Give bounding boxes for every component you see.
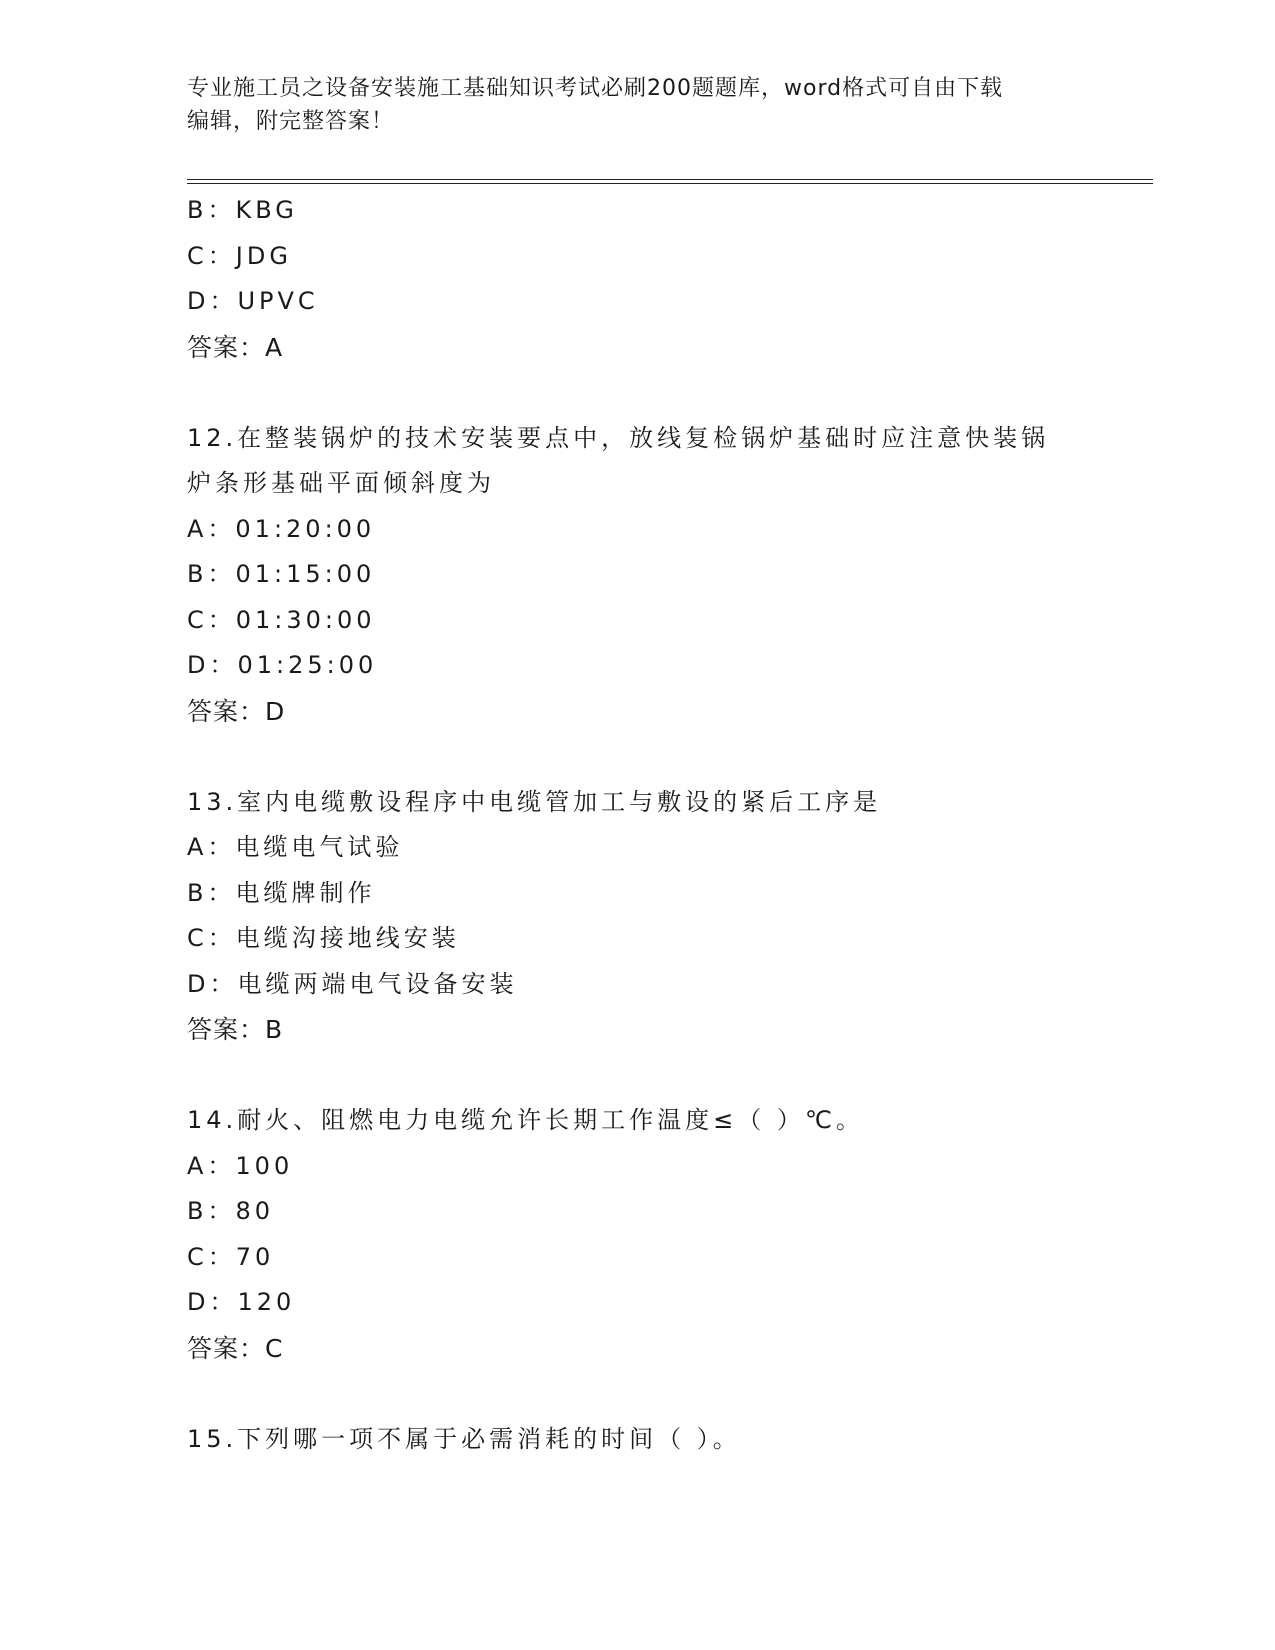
header-title-line-1: 专业施工员之设备安装施工基础知识考试必刷200题题库，word格式可自由下载 bbox=[187, 76, 1004, 101]
spacer bbox=[187, 1053, 1087, 1099]
answer-label: 答案：B bbox=[187, 1015, 284, 1044]
option-a: A：01:20:00 bbox=[187, 514, 376, 543]
question-list bbox=[187, 188, 1087, 1462]
spacer bbox=[187, 370, 1087, 416]
spacer bbox=[187, 1371, 1087, 1417]
question-title-line-1: 12.在整装锅炉的技术安装要点中，放线复检锅炉基础时应注意快装锅 bbox=[187, 423, 1050, 452]
option-a: A：电缆电气试验 bbox=[187, 833, 404, 861]
option-d: D：电缆两端电气设备安装 bbox=[187, 969, 518, 998]
header-title-line-2: 编辑，附完整答案！ bbox=[187, 109, 395, 134]
question-title: 13.室内电缆敷设程序中电缆管加工与敷设的紧后工序是 bbox=[187, 787, 882, 816]
option-d: D：01:25:00 bbox=[187, 651, 378, 679]
option-b: B：80 bbox=[187, 1197, 275, 1225]
option-b: B：01:15:00 bbox=[187, 560, 376, 588]
option-b: B：KBG bbox=[187, 196, 298, 224]
option-c: C：电缆沟接地线安装 bbox=[187, 924, 460, 952]
question-13 bbox=[187, 780, 1087, 1053]
option-b: B：电缆牌制作 bbox=[187, 878, 376, 907]
option-c: C：01:30:00 bbox=[187, 605, 376, 634]
option-c: C：70 bbox=[187, 1242, 275, 1271]
answer-label: 答案：C bbox=[187, 1333, 284, 1363]
question-15 bbox=[187, 1417, 1087, 1463]
question-title: 14.耐火、阻燃电力电缆允许长期工作温度≤（ ）℃。 bbox=[187, 1106, 864, 1134]
answer-label: 答案：A bbox=[187, 332, 284, 362]
option-d: D：120 bbox=[187, 1288, 296, 1316]
answer-label: 答案：D bbox=[187, 696, 286, 726]
header-divider bbox=[187, 179, 1153, 184]
question-title-line-2: 炉条形基础平面倾斜度为 bbox=[187, 469, 495, 497]
option-a: A：100 bbox=[187, 1151, 294, 1180]
question-11 bbox=[187, 188, 1087, 370]
spacer bbox=[187, 734, 1087, 780]
question-14 bbox=[187, 1098, 1087, 1371]
question-12 bbox=[187, 416, 1087, 735]
option-c: C：JDG bbox=[187, 241, 292, 270]
question-title: 15.下列哪一项不属于必需消耗的时间（ ）。 bbox=[187, 1424, 741, 1453]
option-d: D：UPVC bbox=[187, 287, 319, 315]
document-header bbox=[187, 72, 1087, 138]
